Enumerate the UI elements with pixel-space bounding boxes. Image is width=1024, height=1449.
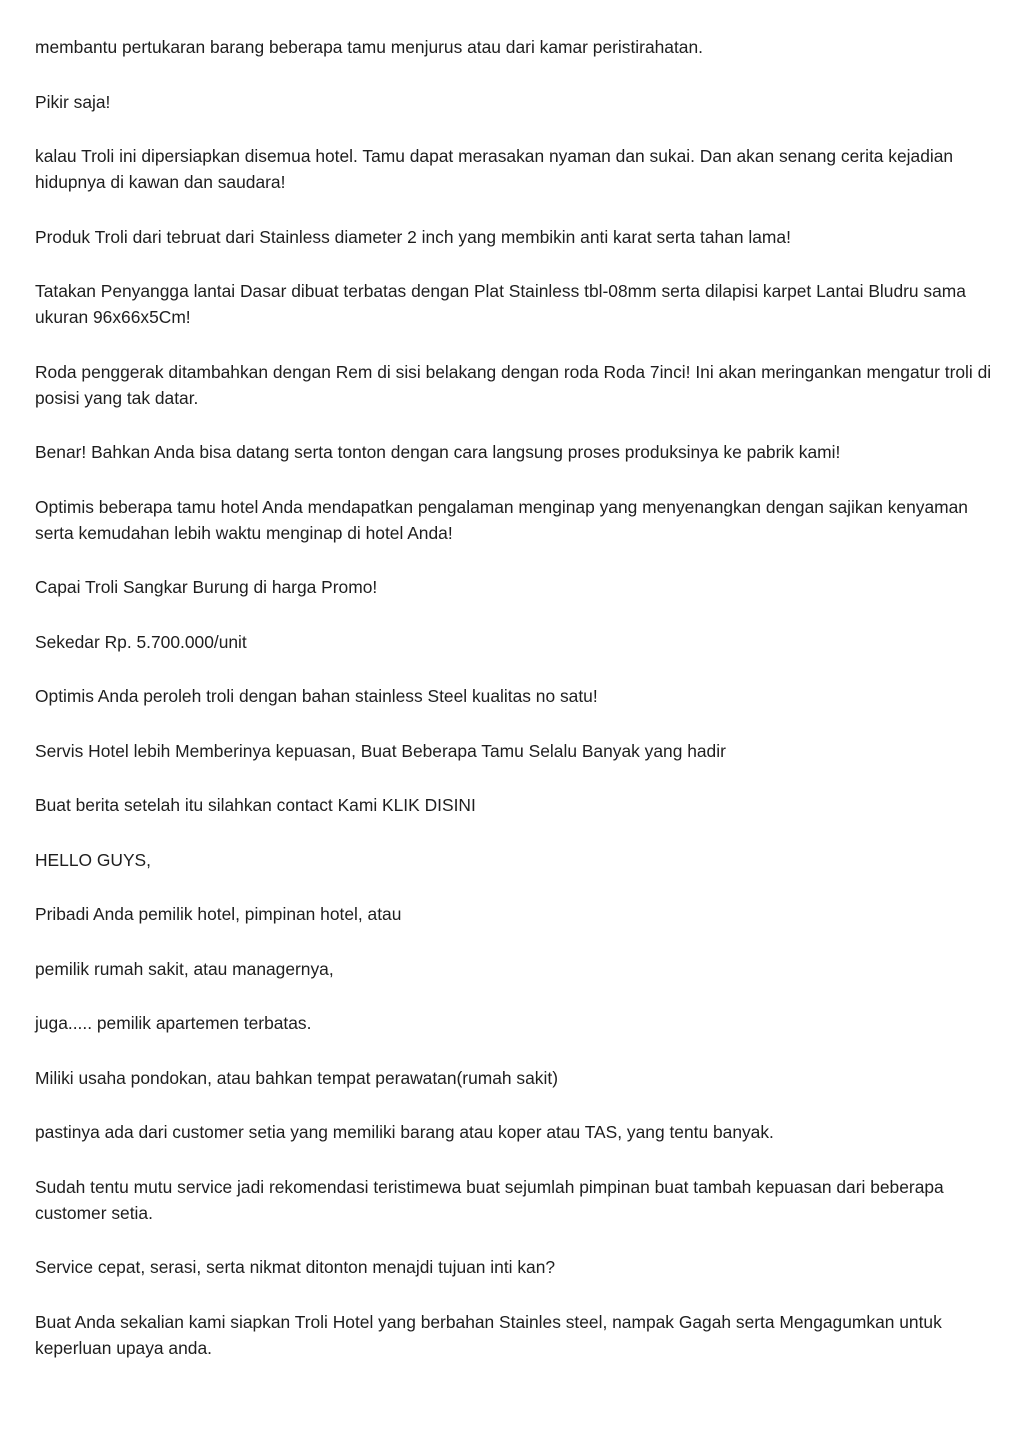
document-body [35,34,995,1389]
paragraph-4: Produk Troli dari tebruat dari Stainless diameter 2 inch yang membikin anti karat serta tahan lama! [35,226,791,247]
paragraph-2: Pikir saja! [35,91,111,112]
paragraph-18: Miliki usaha pondokan, atau bahkan tempat perawatan(rumah sakit) [35,1067,558,1088]
paragraph-10: Sekedar Rp. 5.700.000/unit [35,631,247,652]
paragraph-16: pemilik rumah sakit, atau managernya, [35,958,334,979]
paragraph-7: Benar! Bahkan Anda bisa datang serta tonton dengan cara langsung proses produksinya ke pabrik kami! [35,442,841,462]
paragraph-1: membantu pertukaran barang beberapa tamu menjurus atau dari kamar peristirahatan. [35,37,703,57]
paragraph-22: Buat Anda sekalian kami siapkan Troli Hotel yang berbahan Stainles steel, nampak Gagah serta Mengagumkan untuk keperluan upaya anda. [35,1311,942,1358]
paragraph-9: Capai Troli Sangkar Burung di harga Promo! [35,577,378,597]
paragraph-15: Pribadi Anda pemilik hotel, pimpinan hotel, atau [35,904,402,924]
paragraph-19: pastinya ada dari customer setia yang memiliki barang atau koper atau TAS, yang tentu banyak. [35,1122,774,1142]
paragraph-13: Buat berita setelah itu silahkan contact Kami KLIK DISINI [35,795,476,815]
paragraph-12: Servis Hotel lebih Memberinya kepuasan, Buat Beberapa Tamu Selalu Banyak yang hadir [35,740,726,761]
paragraph-14: HELLO GUYS, [35,849,151,870]
paragraph-8: Optimis beberapa tamu hotel Anda mendapatkan pengalaman menginap yang menyenangkan dengan sajikan kenyaman serta kemudahan lebih waktu menginap di hotel Anda! [35,496,968,543]
paragraph-11: Optimis Anda peroleh troli dengan bahan stainless Steel kualitas no satu! [35,686,598,706]
paragraph-3: kalau Troli ini dipersiapkan disemua hotel. Tamu dapat merasakan nyaman dan sukai. Dan akan senang cerita kejadian hidupnya di kawan dan saudara! [35,146,954,192]
paragraph-21: Service cepat, serasi, serta nikmat ditonton menajdi tujuan inti kan? [35,1257,556,1277]
paragraph-17: juga..... pemilik apartemen terbatas. [35,1013,312,1033]
paragraph-6: Roda penggerak ditambahkan dengan Rem di sisi belakang dengan roda Roda 7inci! Ini akan meringankan mengatur troli di posisi yang tak datar. [35,361,992,408]
paragraph-20: Sudah tentu mutu service jadi rekomendasi teristimewa buat sejumlah pimpinan buat tambah kepuasan dari beberapa customer setia. [35,1176,944,1223]
paragraph-5: Tatakan Penyangga lantai Dasar dibuat terbatas dengan Plat Stainless tbl-08mm serta dilapisi karpet Lantai Bludru sama ukuran 96x66x5Cm! [35,281,966,327]
